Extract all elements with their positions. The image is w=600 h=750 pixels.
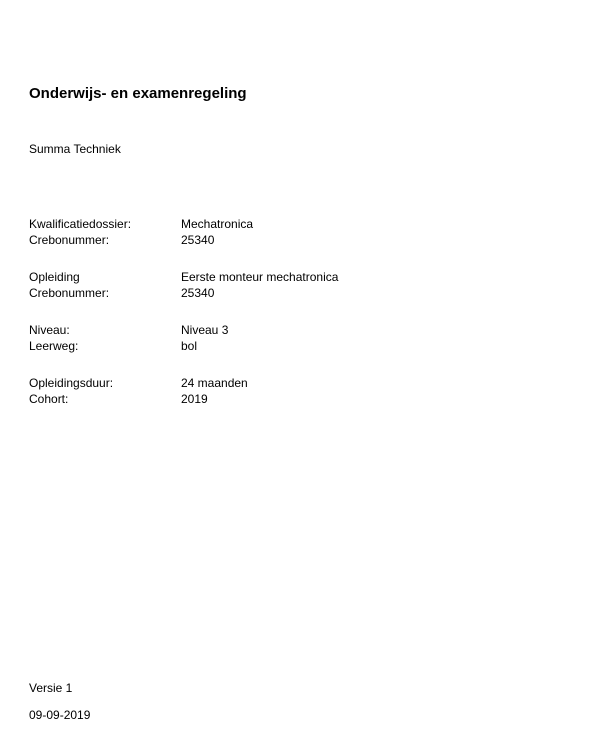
detail-value: 25340 — [181, 286, 215, 300]
detail-value: 25340 — [181, 233, 215, 247]
detail-row — [29, 285, 569, 301]
detail-row — [29, 232, 569, 248]
details-group-program — [29, 269, 569, 301]
detail-value: Niveau 3 — [181, 323, 229, 337]
detail-row — [29, 391, 569, 407]
detail-label: Opleiding — [29, 270, 80, 284]
detail-row — [29, 322, 569, 338]
version-label: Versie 1 — [29, 681, 73, 695]
detail-row — [29, 375, 569, 391]
detail-value: bol — [181, 339, 198, 353]
detail-label: Crebonummer: — [29, 233, 110, 247]
document-title: Onderwijs- en examenregeling — [29, 85, 247, 102]
detail-value: 2019 — [181, 392, 208, 406]
detail-value: Mechatronica — [181, 217, 254, 231]
detail-row — [29, 269, 569, 285]
detail-row — [29, 338, 569, 354]
detail-label: Niveau: — [29, 323, 70, 337]
detail-label: Kwalificatiedossier: — [29, 217, 132, 231]
details-group-level — [29, 322, 569, 354]
details-group-duration — [29, 375, 569, 407]
detail-label: Crebonummer: — [29, 286, 110, 300]
detail-value: Eerste monteur mechatronica — [181, 270, 339, 284]
school-name: Summa Techniek — [29, 142, 121, 156]
detail-label: Cohort: — [29, 392, 69, 406]
document-date: 09-09-2019 — [29, 708, 91, 722]
detail-value: 24 maanden — [181, 376, 248, 390]
detail-label: Leerweg: — [29, 339, 79, 353]
details-group-qualification — [29, 216, 569, 248]
detail-row — [29, 216, 569, 232]
detail-label: Opleidingsduur: — [29, 376, 114, 390]
